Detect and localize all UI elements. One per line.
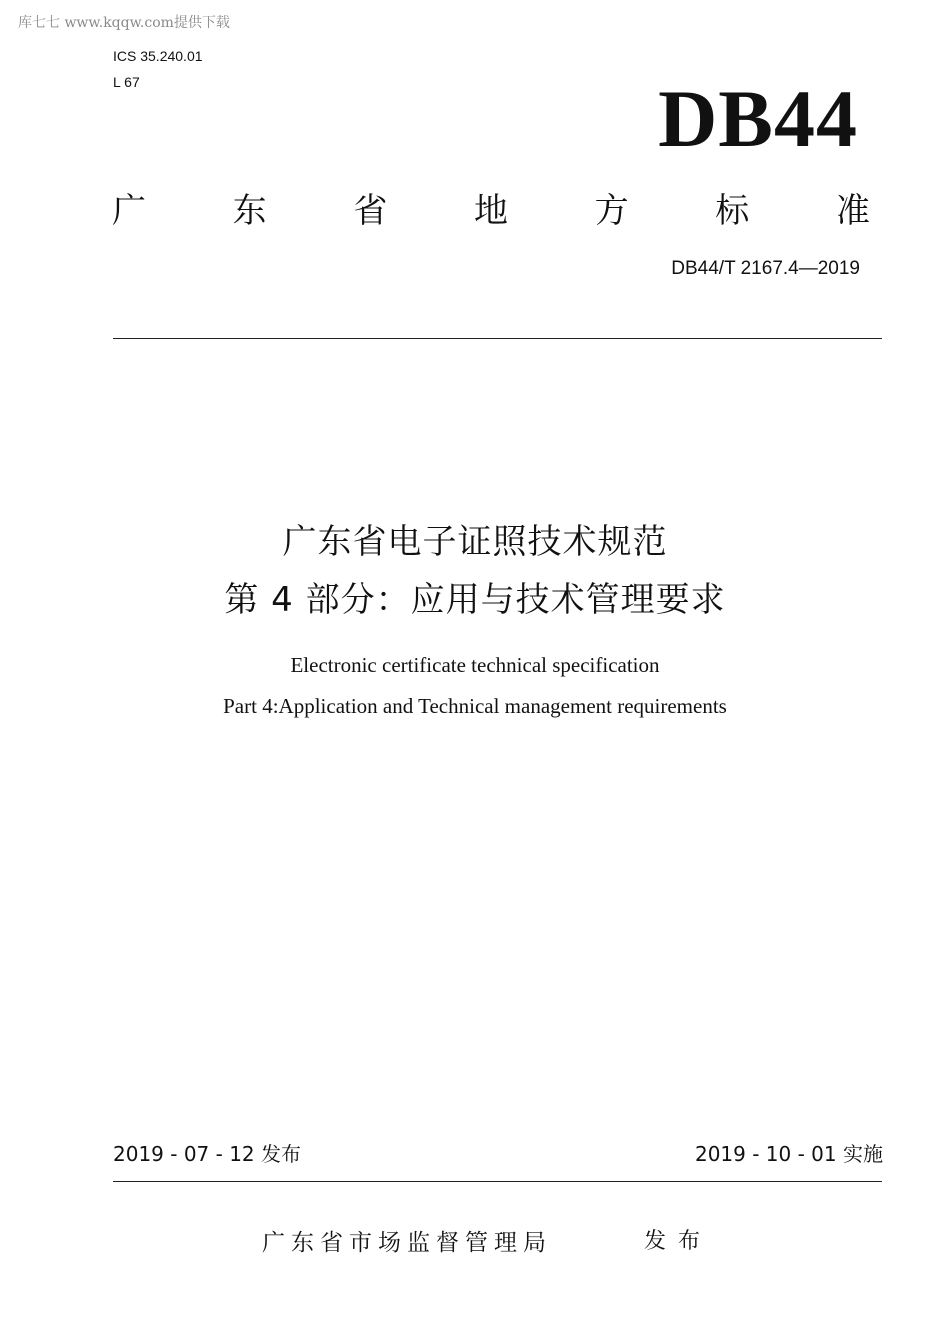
title-cn-line1: 广东省电子证照技术规范 [282, 522, 668, 562]
standard-type-char: 广 [112, 190, 146, 231]
effective-date: 2019 - 10 - 01 实施 [694, 1142, 883, 1166]
standard-type-char: 地 [473, 190, 508, 231]
standard-brand-logo: DB44 [658, 73, 858, 164]
issue-label: 发布 [644, 1229, 713, 1254]
watermark-text: 库七七 www.kqqw.com提供下载 [18, 15, 230, 31]
standard-type-char: 东 [232, 190, 267, 231]
classification-code: L 67 [113, 74, 140, 90]
ics-code: ICS 35.240.01 [113, 48, 203, 64]
standard-code: DB44/T 2167.4—2019 [671, 258, 860, 279]
standard-type-char: 标 [715, 190, 750, 231]
standard-type-heading [112, 182, 870, 232]
standard-type-char: 方 [594, 190, 629, 231]
standard-type-char: 省 [353, 190, 388, 231]
publish-date: 2019 - 07 - 12 发布 [113, 1142, 302, 1166]
title-en-line2: Part 4:Application and Technical management requirements [223, 694, 727, 718]
title-en-line1: Electronic certificate technical specification [290, 653, 660, 677]
title-cn-line2: 第 4 部分：应用与技术管理要求 [224, 580, 726, 620]
issuing-authority: 广东省市场监督管理局 [262, 1230, 552, 1256]
top-divider [113, 338, 882, 339]
standard-type-char: 准 [835, 190, 870, 231]
bottom-divider [113, 1181, 882, 1182]
